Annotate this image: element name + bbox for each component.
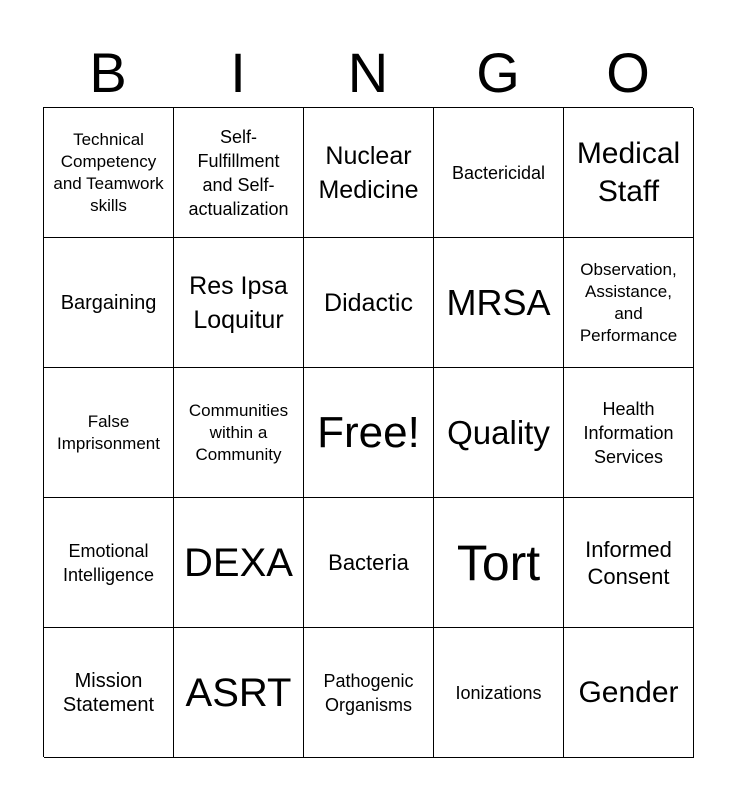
bingo-cell[interactable] xyxy=(44,238,174,368)
header-letter-i: I xyxy=(230,41,246,104)
bingo-cell[interactable] xyxy=(174,368,304,498)
cell-text: Bacteria xyxy=(328,550,409,575)
bingo-cell[interactable] xyxy=(44,628,174,758)
bingo-cell[interactable] xyxy=(174,498,304,628)
header-letter-b: B xyxy=(89,41,127,104)
cell-text: DEXA xyxy=(184,540,293,585)
cell-text: Free! xyxy=(317,407,420,457)
cell-text: Gender xyxy=(578,675,679,709)
cell-text: Mission Statement xyxy=(62,669,155,716)
cell-text: Technical Competency and Teamwork skills xyxy=(53,129,164,215)
cell-text: Ionizations xyxy=(455,682,542,703)
bingo-cell[interactable] xyxy=(304,628,434,758)
bingo-cell[interactable] xyxy=(564,108,694,238)
cell-text: Nuclear Medicine xyxy=(318,141,419,204)
cell-text: Tort xyxy=(456,534,541,591)
bingo-cell[interactable] xyxy=(564,368,694,498)
cell-text: Health Information Services xyxy=(583,398,674,467)
bingo-cell[interactable] xyxy=(564,498,694,628)
bingo-board xyxy=(43,107,693,757)
bingo-cell[interactable] xyxy=(174,238,304,368)
bingo-header xyxy=(43,38,693,108)
header-letter-n: N xyxy=(347,41,389,104)
bingo-cell[interactable] xyxy=(434,628,564,758)
bingo-cell[interactable] xyxy=(434,498,564,628)
cell-text: Emotional Intelligence xyxy=(62,540,155,585)
bingo-cell[interactable] xyxy=(434,368,564,498)
cell-text: Informed Consent xyxy=(585,536,672,589)
bingo-cell[interactable] xyxy=(304,238,434,368)
header-letter-o: O xyxy=(606,41,650,104)
bingo-cell[interactable] xyxy=(174,628,304,758)
bingo-cell[interactable] xyxy=(304,498,434,628)
free-space[interactable] xyxy=(304,368,434,498)
cell-text: Medical Staff xyxy=(576,136,681,208)
cell-text: Observation, Assistance, and Performance xyxy=(579,259,678,345)
cell-text: Didactic xyxy=(324,288,413,317)
header-letter-g: G xyxy=(476,41,520,104)
cell-text: Bargaining xyxy=(60,291,157,314)
cell-text: Self-Fulfillment and Self-actualization xyxy=(188,126,289,219)
cell-text: Pathogenic Organisms xyxy=(323,670,414,715)
cell-text: False Imprisonment xyxy=(57,411,160,453)
bingo-cell[interactable] xyxy=(44,108,174,238)
bingo-cell[interactable] xyxy=(44,368,174,498)
bingo-cell[interactable] xyxy=(44,498,174,628)
bingo-cell[interactable] xyxy=(434,238,564,368)
bingo-cell[interactable] xyxy=(434,108,564,238)
cell-text: ASRT xyxy=(185,670,292,715)
cell-text: Quality xyxy=(447,414,550,451)
cell-text: Bactericidal xyxy=(451,162,546,183)
cell-text: Communities within a Community xyxy=(188,400,289,464)
cell-text: Res Ipsa Loquitur xyxy=(189,271,288,334)
bingo-cell[interactable] xyxy=(564,238,694,368)
cell-text: MRSA xyxy=(446,281,551,323)
bingo-cell[interactable] xyxy=(564,628,694,758)
bingo-cell[interactable] xyxy=(304,108,434,238)
bingo-cell[interactable] xyxy=(174,108,304,238)
